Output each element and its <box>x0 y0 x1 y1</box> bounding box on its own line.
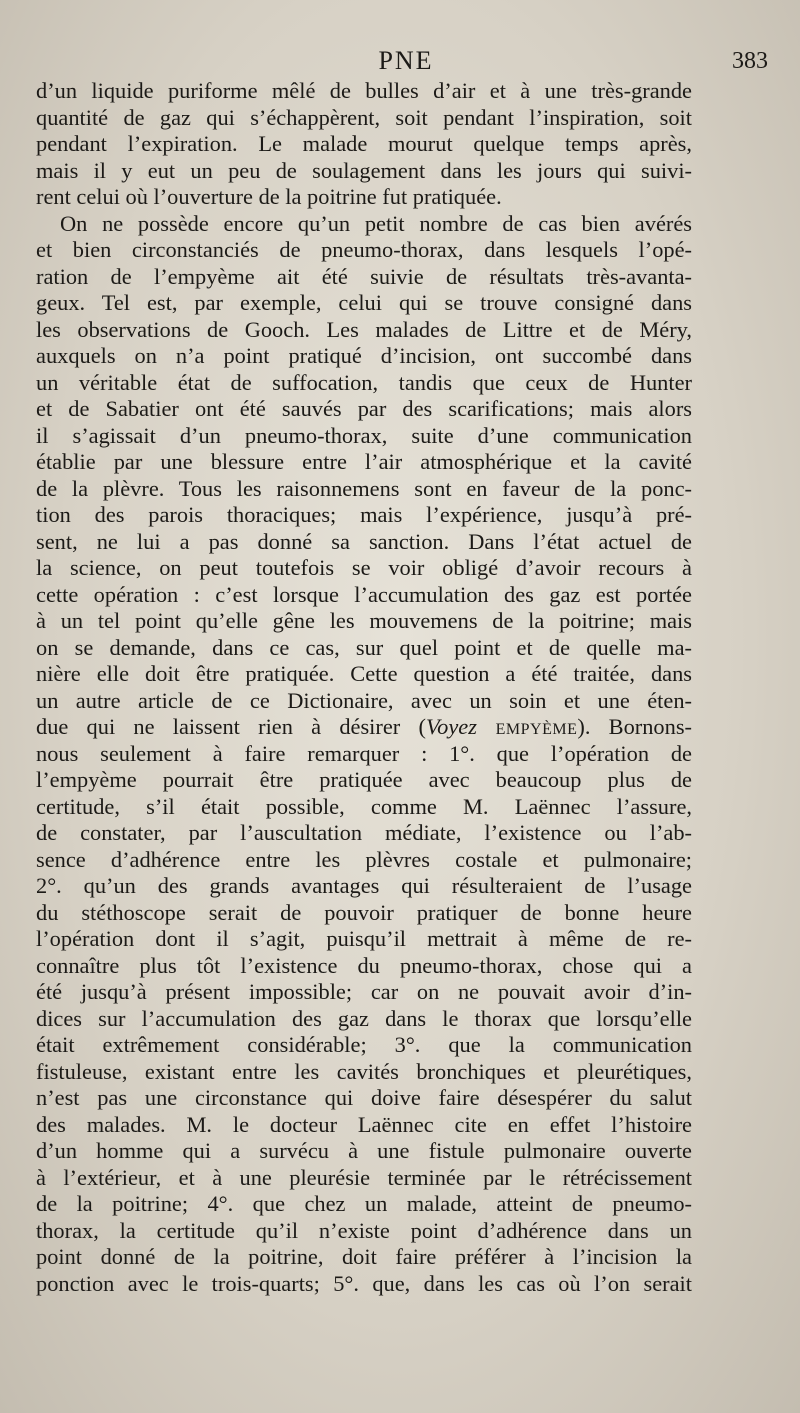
text-line: à un tel point qu’elle gêne les mouvemens de la poitrine; mais <box>36 608 692 633</box>
text-line: on se demande, dans ce cas, sur quel point et de quelle ma- <box>36 634 692 660</box>
text-line: thorax, la certitude qu’il n’existe point d’adhérence dans un <box>36 1217 692 1243</box>
text-line: geux. Tel est, par exemple, celui qui se trouve consigné dans <box>36 290 692 315</box>
text-line: établie par une blessure entre l’air atmosphérique et la cavité <box>36 449 692 474</box>
text-line: nière elle doit être pratiquée. Cette question a été traitée, dans <box>36 661 692 686</box>
text-line: point donné de la poitrine, doit faire préférer à l’incision la <box>36 1244 692 1269</box>
text-line: il s’agissait d’un pneumo-thorax, suite d’une communication <box>36 422 692 448</box>
text-line: ponction avec le trois-quarts; 5°. que, dans les cas où l’on serait <box>36 1270 692 1296</box>
text-line: les observations de Gooch. Les malades de Littre et de Méry, <box>36 316 692 342</box>
page-number: 383 <box>732 48 768 74</box>
text-line: de la poitrine; 4°. que chez un malade, atteint de pneumo- <box>36 1191 692 1216</box>
text-line: ration de l’empyème ait été suivie de résultats très-avanta- <box>36 263 692 289</box>
text-segment: ). Bornons- <box>577 714 692 739</box>
text-segment: due qui ne laissent rien à désirer ( <box>36 714 426 739</box>
text-line: la science, on peut toutefois se voir obligé d’avoir recours à <box>36 555 692 580</box>
text-line: du stéthoscope serait de pouvoir pratiquer de bonne heure <box>36 899 692 925</box>
text-line: un véritable état de suffocation, tandis que ceux de Hunter <box>36 369 692 395</box>
italic-reference: Voyez <box>425 714 477 739</box>
text-line: sent, ne lui a pas donné sa sanction. Dans l’état actuel de <box>36 528 692 554</box>
running-head: PNE <box>378 46 434 75</box>
text-line: tion des parois thoraciques; mais l’expérience, jusqu’à pré- <box>36 502 692 527</box>
text-line: certitude, s’il était possible, comme M. Laënnec l’assure, <box>36 793 692 819</box>
text-line: connaître plus tôt l’existence du pneumo-thorax, chose qui a <box>36 952 692 978</box>
text-line: fistuleuse, existant entre les cavités bronchiques et pleurétiques, <box>36 1058 692 1084</box>
text-line: 2°. qu’un des grands avantages qui résulteraient de l’usage <box>36 873 692 898</box>
text-line: d’un homme qui a survécu à une fistule pulmonaire ouverte <box>36 1138 692 1163</box>
text-line: n’est pas une circonstance qui doive faire désespérer du salut <box>36 1085 692 1110</box>
text-line <box>36 714 692 741</box>
text-line: et bien circonstanciés de pneumo-thorax, dans lesquels l’opé- <box>36 237 692 262</box>
text-line: pendant l’expiration. Le malade mourut quelque temps après, <box>36 131 692 156</box>
text-line: sence d’adhérence entre les plèvres costale et pulmonaire; <box>36 846 692 872</box>
text-line: auxquels on n’a point pratiqué d’incision, ont succombé dans <box>36 343 692 368</box>
body-text <box>36 78 692 1297</box>
text-line: été jusqu’à présent impossible; car on ne pouvait avoir d’in- <box>36 979 692 1004</box>
text-line: l’opération dont il s’agit, puisqu’il mettrait à même de re- <box>36 926 692 951</box>
text-line: et de Sabatier ont été sauvés par des scarifications; mais alors <box>36 396 692 421</box>
text-line: de constater, par l’auscultation médiate, l’existence ou l’ab- <box>36 820 692 845</box>
text-line: nous seulement à faire remarquer : 1°. que l’opération de <box>36 740 692 766</box>
text-line: cette opération : c’est lorsque l’accumulation des gaz est portée <box>36 581 692 607</box>
text-line: était extrêmement considérable; 3°. que la communication <box>36 1032 692 1057</box>
text-line: un autre article de ce Dictionaire, avec un soin et une éten- <box>36 687 692 713</box>
page-header <box>36 46 776 82</box>
text-line: On ne possède encore qu’un petit nombre de cas bien avérés <box>60 210 692 236</box>
text-line: de la plèvre. Tous les raisonnemens sont en faveur de la ponc- <box>36 475 692 501</box>
text-line: d’un liquide puriforme mêlé de bulles d’air et à une très-grande <box>36 78 692 103</box>
text-line: des malades. M. le docteur Laënnec cite en effet l’histoire <box>36 1111 692 1137</box>
text-line: l’empyème pourrait être pratiquée avec beaucoup plus de <box>36 767 692 792</box>
text-line: quantité de gaz qui s’échappèrent, soit pendant l’inspiration, soit <box>36 104 692 130</box>
small-caps-reference: empyème <box>476 714 578 739</box>
text-line: mais il y eut un peu de soulagement dans les jours qui suivi- <box>36 157 692 183</box>
text-line: à l’extérieur, et à une pleurésie terminée par le rétrécissement <box>36 1164 692 1190</box>
text-line: rent celui où l’ouverture de la poitrine fut pratiquée. <box>36 184 502 209</box>
text-line: dices sur l’accumulation des gaz dans le thorax que lorsqu’elle <box>36 1005 692 1031</box>
